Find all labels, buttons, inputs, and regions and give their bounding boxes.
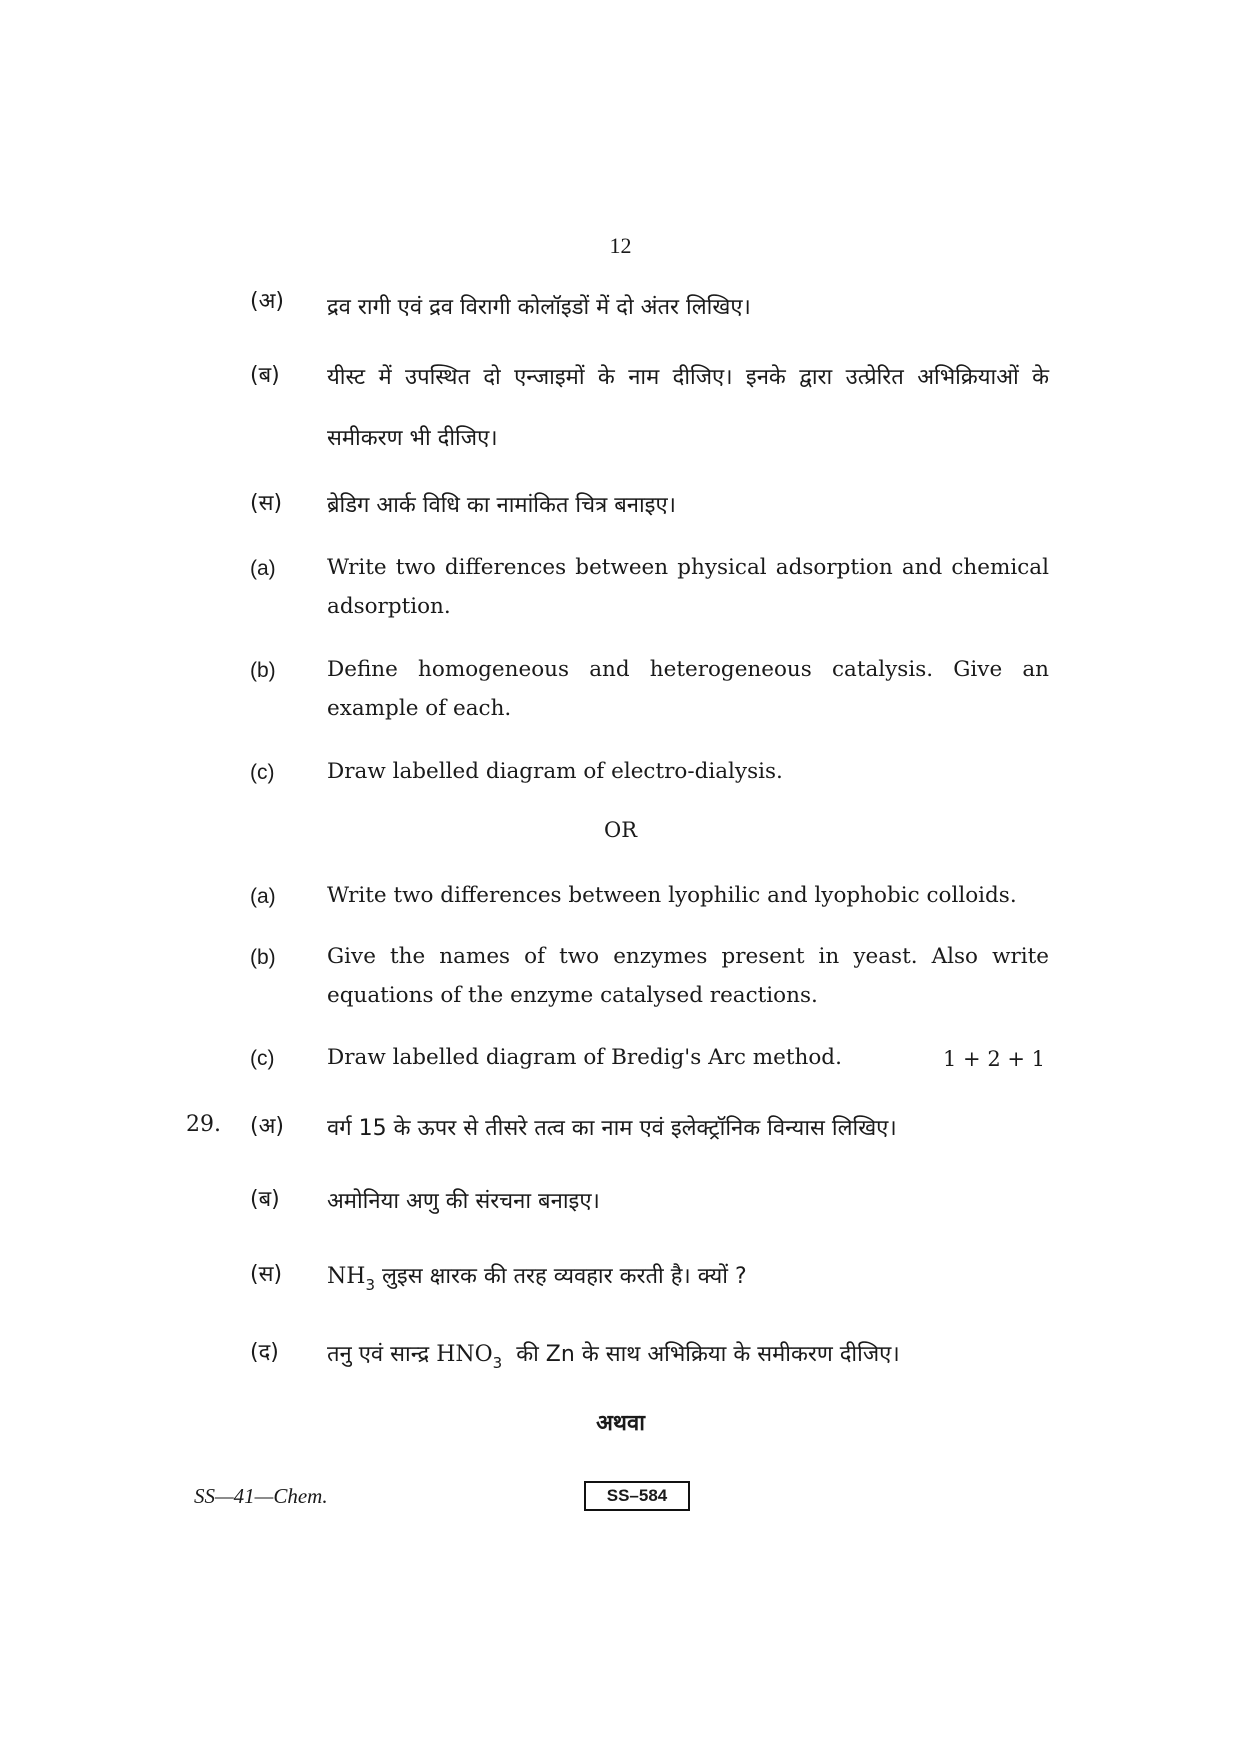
- formula: HNO: [436, 1342, 493, 1367]
- item-label: (ब): [250, 363, 280, 388]
- item-label: (अ): [250, 1114, 284, 1139]
- item-label: (ब): [250, 1187, 280, 1212]
- formula-subscript: 3: [492, 1354, 503, 1372]
- item-label: (b): [250, 659, 276, 682]
- item-label: (c): [250, 761, 275, 784]
- item-label: (अ): [250, 289, 284, 314]
- item-text: Draw labelled diagram of Bredig's Arc method.: [327, 1045, 842, 1070]
- or-separator: OR: [603, 818, 638, 842]
- item-text: Write two differences between lyophilic and lyophobic colloids.: [327, 883, 1017, 908]
- formula-subscript: 3: [365, 1276, 375, 1294]
- item-text: ब्रेडिग आर्क विधि का नामांकित चित्र बनाइए।: [327, 493, 676, 518]
- item-text: [327, 1246, 1049, 1307]
- item-text: द्रव रागी एवं द्रव विरागी कोलॉइडों में दो अंतर लिखिए।: [327, 295, 751, 320]
- item-text: Write two differences between physical adsorption and chemical adsorption.: [327, 555, 1049, 619]
- item-text: Draw labelled diagram of electro-dialysis.: [327, 759, 783, 784]
- page-number: 12: [609, 233, 632, 258]
- item-label: (c): [250, 1047, 275, 1070]
- formula: NH: [327, 1264, 366, 1289]
- marks-distribution: 1 + 2 + 1: [943, 1047, 1045, 1071]
- item-label: (द): [250, 1340, 279, 1365]
- item-text: Define homogeneous and heterogeneous catalysis. Give an example of each.: [327, 657, 1049, 721]
- item-label: (स): [250, 1262, 283, 1287]
- item-text: यीस्ट में उपस्थित दो एन्जाइमों के नाम दीजिए। इनके द्वारा उत्प्रेरित अभिक्रियाओं के समीकरण भी दीजिए।: [327, 365, 1049, 451]
- item-text-before: तनु एवं सान्द्र: [327, 1342, 430, 1367]
- item-text: अमोनिया अणु की संरचना बनाइए।: [327, 1189, 600, 1214]
- footer-set-code: SS–584: [584, 1481, 690, 1511]
- item-label: (a): [250, 885, 276, 908]
- question-number: 29.: [186, 1112, 221, 1137]
- item-text-after: की Zn के साथ अभिक्रिया के समीकरण दीजिए।: [516, 1342, 900, 1367]
- item-label: (b): [250, 946, 276, 969]
- item-label: (स): [250, 491, 283, 516]
- item-text: [327, 1324, 1049, 1385]
- item-text: वर्ग 15 के ऊपर से तीसरे तत्व का नाम एवं इलेक्ट्रॉनिक विन्यास लिखिए।: [327, 1116, 897, 1141]
- item-text: Give the names of two enzymes present in yeast. Also write equations of the enzyme catalysed reactions.: [327, 944, 1049, 1008]
- item-label: (a): [250, 557, 276, 580]
- footer-paper-code: SS—41—Chem.: [194, 1484, 328, 1508]
- athva-separator: अथवा: [596, 1411, 645, 1436]
- item-text-rest: लुइस क्षारक की तरह व्यवहार करती है। क्यों ?: [381, 1264, 747, 1289]
